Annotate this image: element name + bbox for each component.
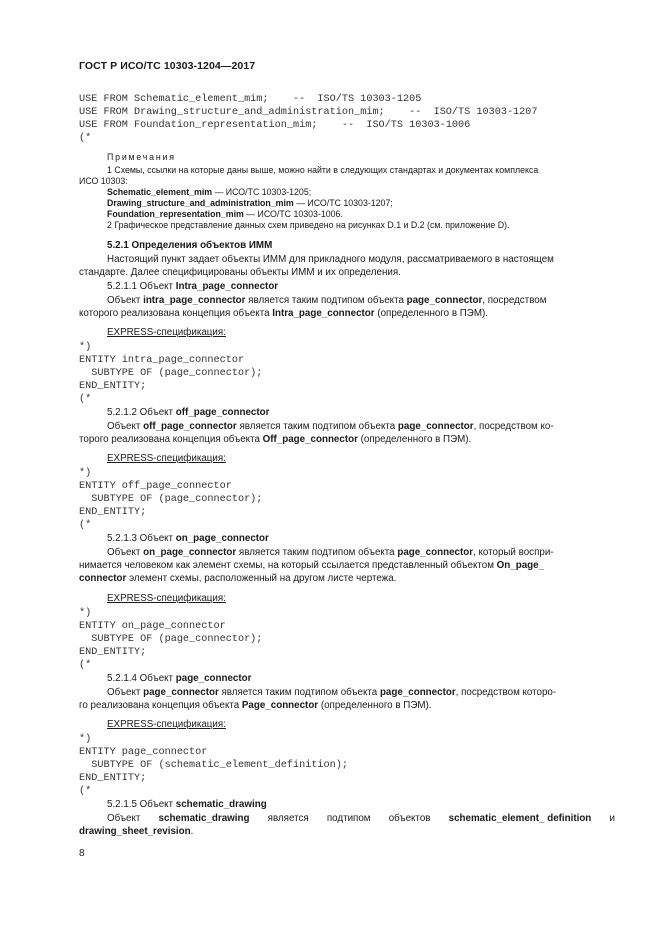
paragraph-line: Объект off_page_connector является таким подтипом объекта page_connector, посредством ко- xyxy=(107,421,554,432)
code-line: USE FROM Schematic_element_mim; -- ISO/TS 10303-1205 xyxy=(79,94,422,105)
paragraph-line: Объект schematic_drawing является подтипом объектов schematic_element_ definition и xyxy=(107,813,615,824)
code-line: *) xyxy=(79,342,92,353)
code-line: USE FROM Foundation_representation_mim; -- ISO/TS 10303-1006 xyxy=(79,120,471,131)
code-line: *) xyxy=(79,734,92,745)
express-label: EXPRESS-спецификация: xyxy=(107,719,226,730)
paragraph-line: го реализована концепция объекта Page_connector (определенного в ПЭМ). xyxy=(79,700,432,711)
note-1-line: 1 Схемы, ссылки на которые даны выше, можно найти в следующих стандартах и документах комплекса xyxy=(107,165,539,175)
subsection-heading: 5.2.1.3 Объект on_page_connector xyxy=(107,533,269,544)
code-line: (* xyxy=(79,520,92,531)
code-line: ENTITY page_connector xyxy=(79,747,208,758)
page-number: 8 xyxy=(79,848,85,859)
code-line: END_ENTITY; xyxy=(79,507,147,518)
code-line: ENTITY off_page_connector xyxy=(79,481,232,492)
paragraph-line: Объект page_connector является таким подтипом объекта page_connector, посредством которо- xyxy=(107,687,557,698)
paragraph-line: Объект on_page_connector является таким подтипом объекта page_connector, который воспри- xyxy=(107,547,554,558)
note-2: 2 Графическое представление данных схем приведено на рисунках D.1 и D.2 (см. приложение D). xyxy=(107,220,510,230)
code-line: USE FROM Drawing_structure_and_administration_mim; -- ISO/TS 10303-1207 xyxy=(79,107,538,118)
paragraph-line: которого реализована концепция объекта Intra_page_connector (определенного в ПЭМ). xyxy=(79,308,488,319)
subsection-heading: 5.2.1.4 Объект page_connector xyxy=(107,673,252,684)
code-line: (* xyxy=(79,133,92,144)
express-label: EXPRESS-спецификация: xyxy=(107,593,226,604)
subsection-heading: 5.2.1.5 Объект schematic_drawing xyxy=(107,799,267,810)
note-1-line: ИСО 10303: xyxy=(79,176,128,186)
paragraph-line: Настоящий пункт задает объекты ИММ для прикладного модуля, рассматриваемого в настоящем xyxy=(107,254,554,265)
code-line: (* xyxy=(79,660,92,671)
note-ref: Schematic_element_mim — ИСО/ТС 10303-1205; xyxy=(107,187,312,197)
paragraph-line: Объект intra_page_connector является таким подтипом объекта page_connector, посредством xyxy=(107,295,547,306)
note-ref: Foundation_representation_mim — ИСО/ТС 10303-1006. xyxy=(107,209,343,219)
section-heading: 5.2.1 Определения объектов ИММ xyxy=(107,240,273,251)
subsection-heading: 5.2.1.2 Объект off_page_connector xyxy=(107,407,270,418)
express-label: EXPRESS-спецификация: xyxy=(107,453,226,464)
code-line: END_ENTITY; xyxy=(79,773,147,784)
page-header: ГОСТ Р ИСО/ТС 10303-1204—2017 xyxy=(79,60,256,72)
code-line: (* xyxy=(79,786,92,797)
notes-title: Примечания xyxy=(107,152,176,162)
code-line: END_ENTITY; xyxy=(79,647,147,658)
code-line: SUBTYPE OF (schematic_element_definition); xyxy=(79,760,348,771)
code-line: SUBTYPE OF (page_connector); xyxy=(79,494,263,505)
code-line: END_ENTITY; xyxy=(79,381,147,392)
code-line: SUBTYPE OF (page_connector); xyxy=(79,368,263,379)
paragraph-line: drawing_sheet_revision. xyxy=(79,826,194,837)
subsection-heading: 5.2.1.1 Объект Intra_page_connector xyxy=(107,281,279,292)
paragraph-line: торого реализована концепция объекта Off_page_connector (определенного в ПЭМ). xyxy=(79,434,472,445)
paragraph-line: нимается человеком как элемент схемы, на который ссылается представленный объектом On_page_ xyxy=(79,560,545,571)
paragraph-line: стандарте. Далее специфицированы объекты ИММ и их определения. xyxy=(79,267,401,278)
code-line: SUBTYPE OF (page_connector); xyxy=(79,634,263,645)
express-label: EXPRESS-спецификация: xyxy=(107,327,226,338)
code-line: *) xyxy=(79,468,92,479)
paragraph-line: connector элемент схемы, расположенный на другом листе чертежа. xyxy=(79,573,397,584)
code-line: (* xyxy=(79,394,92,405)
note-ref: Drawing_structure_and_administration_mim — ИСО/ТС 10303-1207; xyxy=(107,198,393,208)
code-line: ENTITY on_page_connector xyxy=(79,621,226,632)
code-line: *) xyxy=(79,608,92,619)
code-line: ENTITY intra_page_connector xyxy=(79,355,245,366)
